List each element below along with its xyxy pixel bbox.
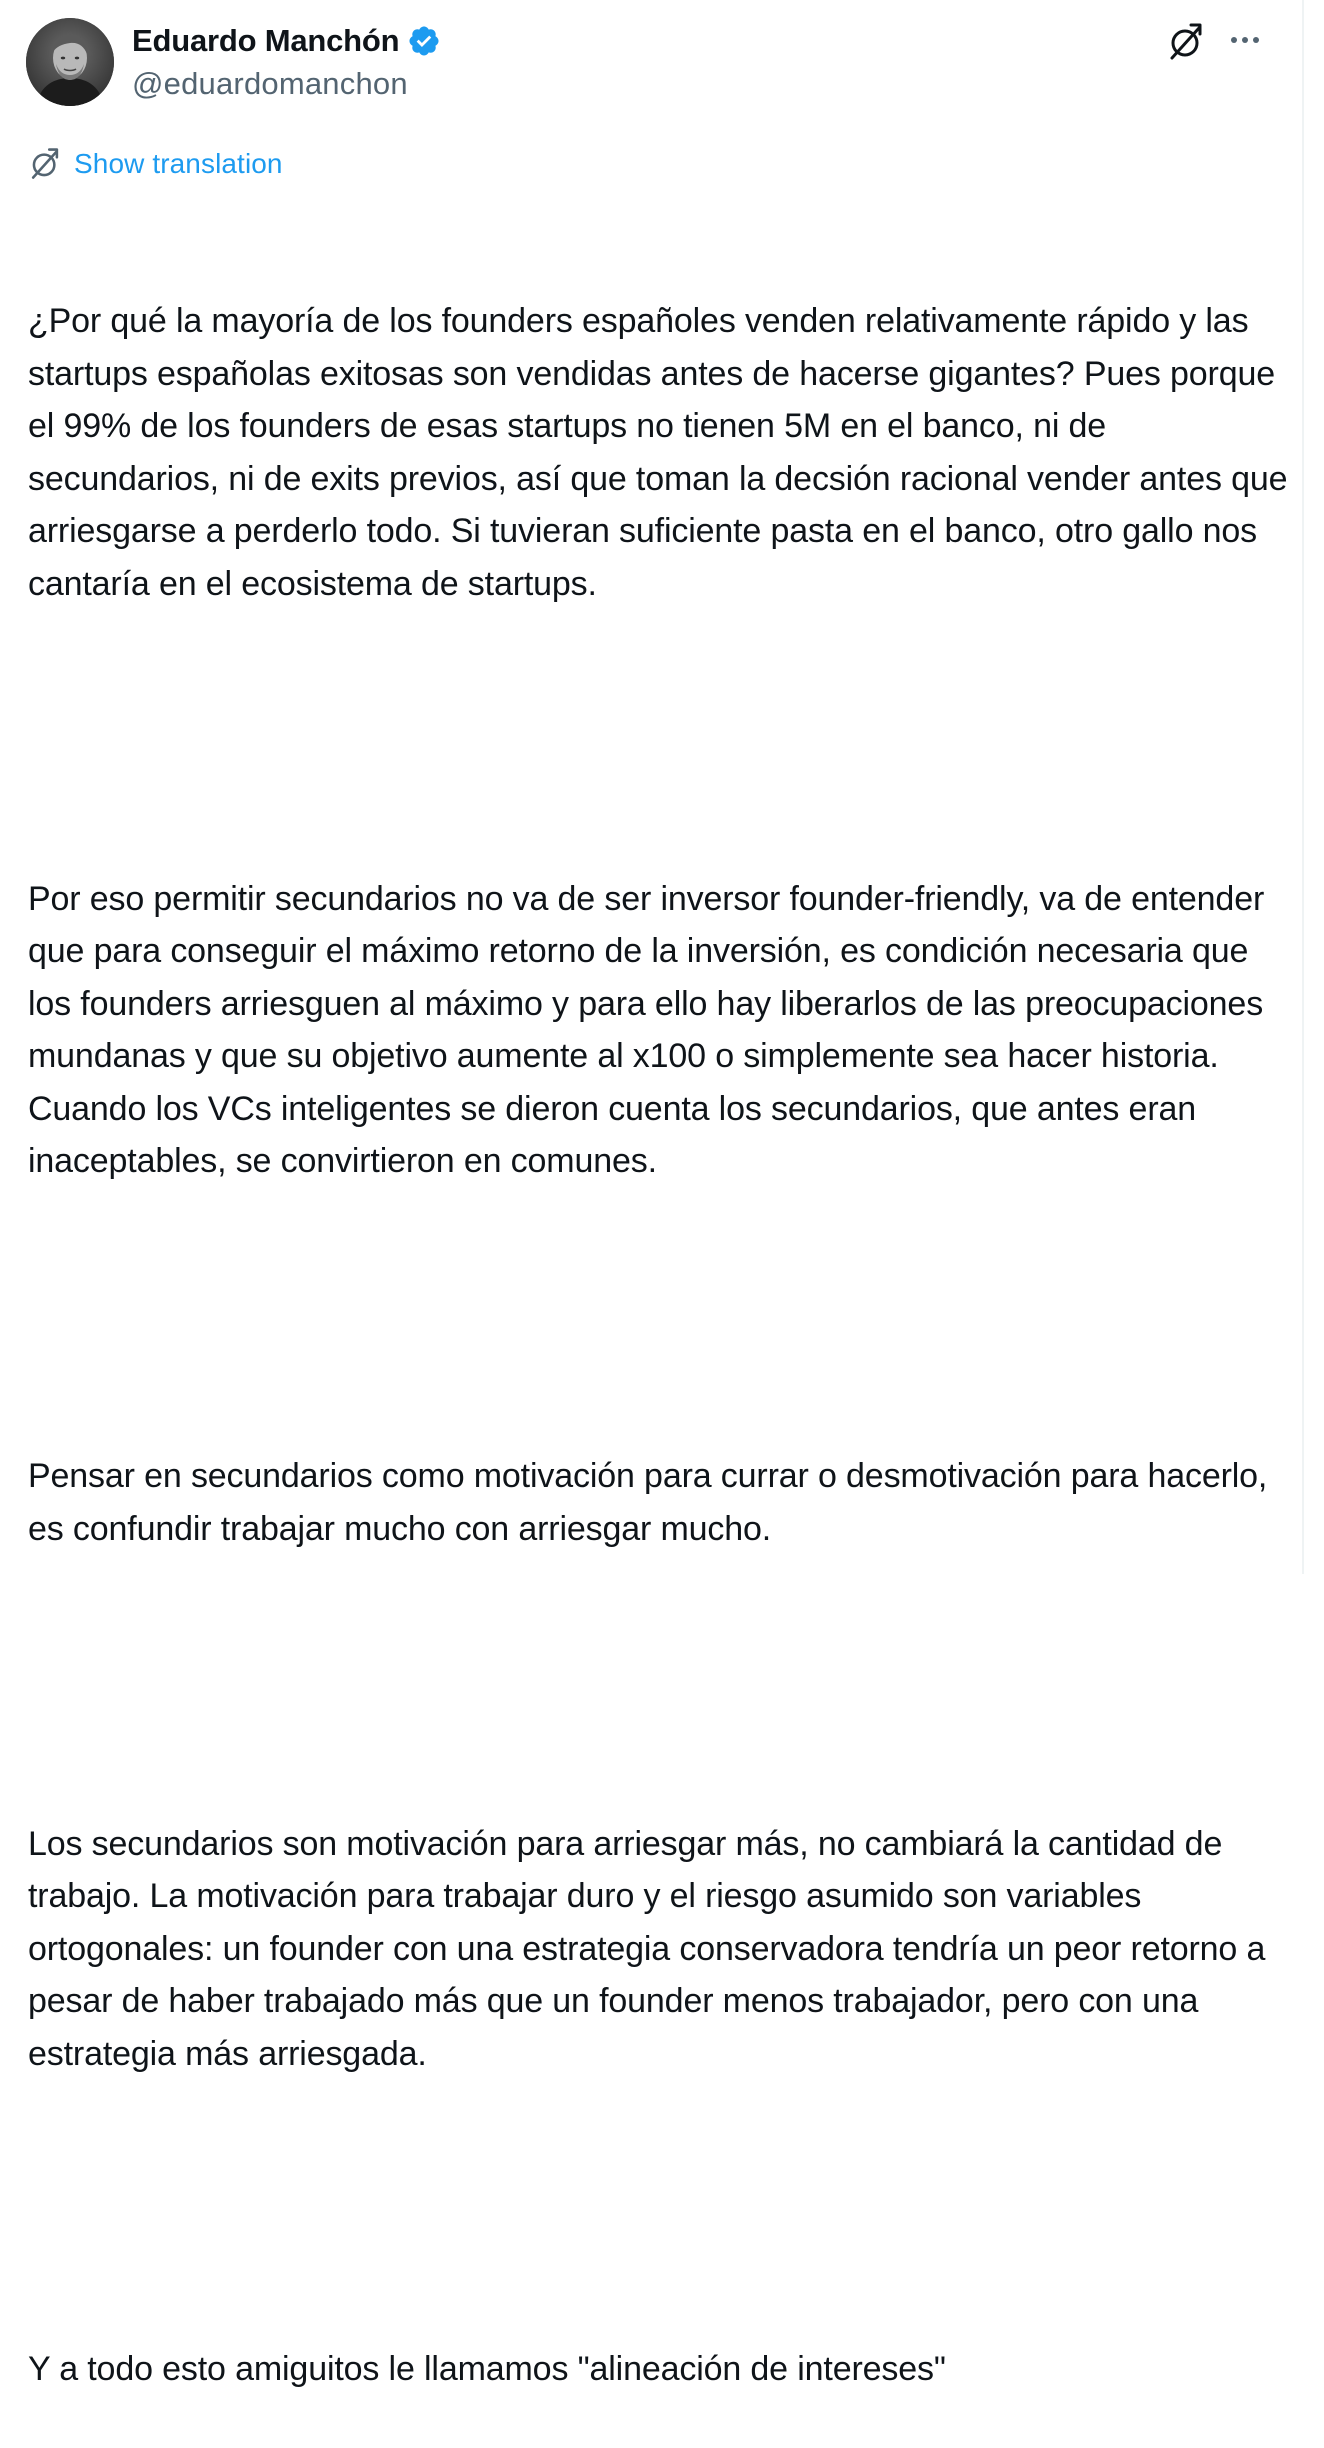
- paragraph-gap: [28, 715, 1298, 768]
- verified-badge-icon[interactable]: [407, 24, 441, 58]
- avatar[interactable]: [26, 18, 114, 106]
- author-handle[interactable]: @eduardomanchon: [132, 66, 408, 101]
- translate-icon: [28, 147, 62, 181]
- show-translation-link[interactable]: Show translation: [74, 148, 283, 179]
- author-block: [132, 20, 441, 102]
- paragraph-gap: [28, 1660, 1298, 1713]
- more-options-icon[interactable]: [1226, 28, 1266, 52]
- grok-icon[interactable]: [1166, 22, 1206, 62]
- name-row: [132, 20, 441, 62]
- show-translation-row[interactable]: [28, 146, 283, 182]
- tweet-paragraph: Pensar en secundarios como motivación para currar o desmotivación para hacerlo, es confundir trabajar mucho con arriesgar mucho.: [28, 1457, 1277, 1548]
- tweet-paragraph: Por eso permitir secundarios no va de ser inversor founder-friendly, va de entender que para conseguir el máximo retorno de la inversión, es condición necesaria que los founders arriesguen al máximo y para ello hay liberarlos de las preocupaciones mundanas y que su objetivo aumente al x100 o simplemente sea hacer historia. Cuando los VCs inteligentes se dieron cuenta los secundarios, que antes eran inaceptables, se convirtieron en comunes.: [28, 879, 1274, 1180]
- tweet-header: [26, 18, 1276, 108]
- tweet-text: [28, 190, 1298, 2448]
- column-divider: [1302, 0, 1304, 1574]
- tweet-paragraph: ¿Por qué la mayoría de los founders españoles venden relativamente rápido y las startups españolas exitosas son vendidas antes de hacerse gigantes? Pues porque el 99% de los founders de esas startups no tienen 5M en el banco, ni de secundarios, ni de exits previos, así que toman la decsión racional vender antes que arriesgarse a perderlo todo. Si tuvieran suficiente pasta en el banco, otro gallo nos cantaría en el ecosistema de startups.: [28, 302, 1297, 603]
- tweet-paragraph: Y a todo esto amiguitos le llamamos "alineación de intereses": [28, 2349, 946, 2388]
- display-name[interactable]: Eduardo Manchón: [132, 23, 400, 58]
- paragraph-gap: [28, 2185, 1298, 2238]
- paragraph-gap: [28, 1293, 1298, 1346]
- tweet-paragraph: Los secundarios son motivación para arriesgar más, no cambiará la cantidad de trabajo. La motivación para trabajar duro y el riesgo asumido son variables ortogonales: un founder con una estrategia conservadora tendría un peor retorno a pesar de haber trabajado más que un founder menos trabajador, pero con una estrategia más arriesgada.: [28, 1824, 1275, 2073]
